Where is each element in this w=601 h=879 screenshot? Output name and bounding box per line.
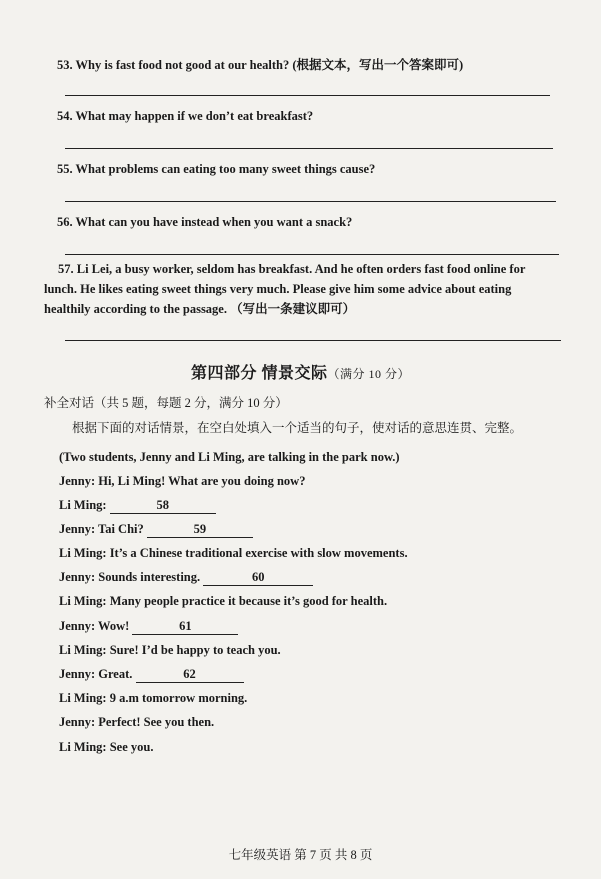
dialogue-line: Li Ming: 9 a.m tomorrow morning. (59, 691, 248, 705)
dialogue-line: Li Ming: Many people practice it because it’s good for health. (59, 594, 388, 608)
dialogue-context: (Two students, Jenny and Li Ming, are talking in the park now.) (59, 450, 400, 464)
dialogue-line: Jenny: Wow! 61 (59, 619, 238, 635)
section-instruction: 根据下面的对话情景，在空白处填入一个适当的句子，使对话的意思连贯、完整。 (72, 421, 523, 435)
dialogue-line: Li Ming: See you. (59, 740, 154, 754)
blank-59[interactable]: 59 (147, 522, 253, 538)
dialogue-line: Jenny: Sounds interesting. 60 (59, 570, 313, 586)
blank-58[interactable]: 58 (110, 498, 216, 514)
blank-61[interactable]: 61 (132, 619, 238, 635)
blank-62[interactable]: 62 (136, 667, 244, 683)
question-54: 54. What may happen if we don’t eat breakfast? (57, 109, 314, 123)
dialogue-line: Jenny: Hi, Li Ming! What are you doing now? (59, 474, 306, 488)
dialogue-line: Jenny: Perfect! See you then. (59, 715, 215, 729)
dialogue-line: Jenny: Tai Chi? 59 (59, 522, 253, 538)
dialogue-line: Li Ming: Sure! I’d be happy to teach you. (59, 643, 281, 657)
page-footer: 七年级英语 第 7 页 共 8 页 (228, 848, 373, 862)
question-56: 56. What can you have instead when you want a snack? (57, 215, 353, 229)
answer-line-54[interactable] (65, 148, 553, 149)
dialogue-line: Li Ming: It’s a Chinese traditional exercise with slow movements. (59, 546, 408, 560)
section-title: 第四部分 情景交际（满分 10 分） (190, 365, 411, 382)
answer-line-56[interactable] (65, 254, 559, 255)
question-57: 57. Li Lei, a busy worker, seldom has breakfast. And he often orders fast food online for lunch. He likes eating sweet things very much. Please give him some advice about eating healthily according to the passage. （写出一条建议即可） (44, 262, 526, 316)
answer-line-55[interactable] (65, 201, 556, 202)
blank-60[interactable]: 60 (203, 570, 313, 586)
answer-line-53[interactable] (65, 95, 550, 96)
dialogue-line: Jenny: Great. 62 (59, 667, 244, 683)
answer-line-57[interactable] (65, 340, 561, 341)
question-53: 53. Why is fast food not good at our health? (根据文本，写出一个答案即可) (57, 58, 464, 72)
dialogue-line: Li Ming: 58 (59, 498, 216, 514)
section-subtitle: 补全对话（共 5 题，每题 2 分，满分 10 分） (44, 396, 288, 410)
question-55: 55. What problems can eating too many sweet things cause? (57, 162, 376, 176)
